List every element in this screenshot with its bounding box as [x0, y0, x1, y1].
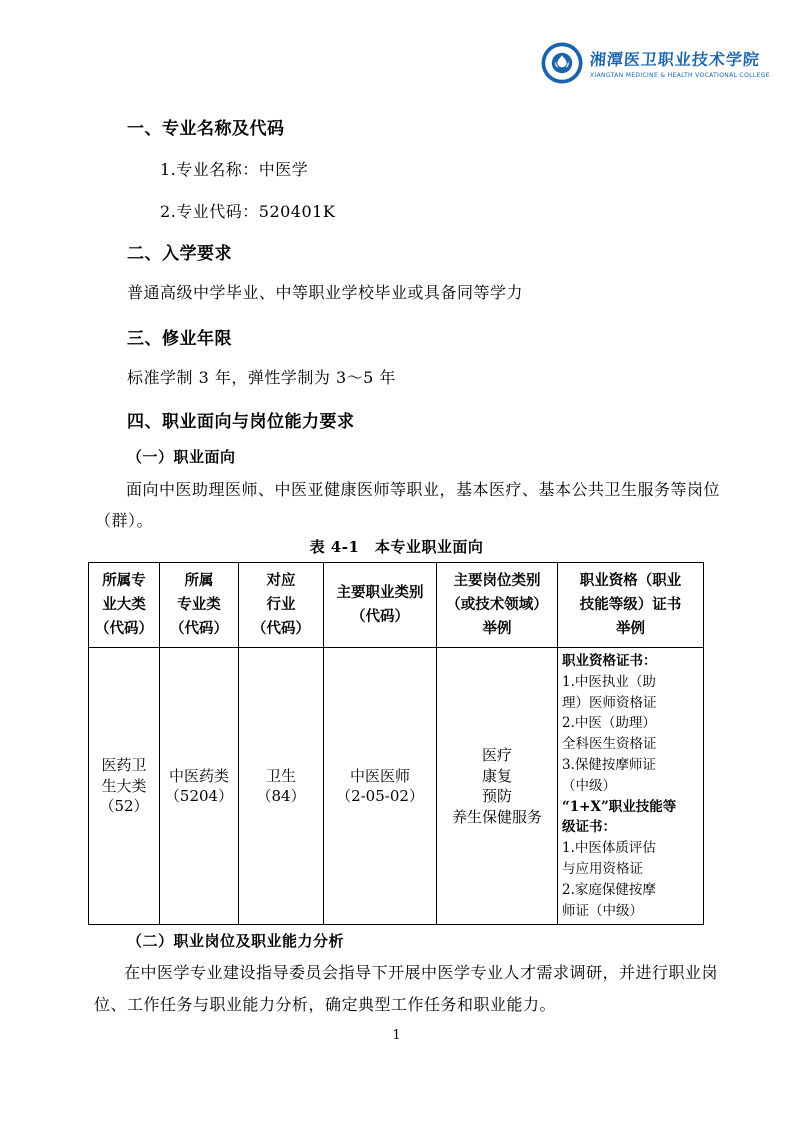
cell-line: 对应 — [266, 572, 296, 589]
section4-paragraph1-line1: 面向中医助理医师、中医亚健康医师等职业，基本医疗、基本公共卫生服务等岗位 — [126, 480, 721, 499]
cell-line: 行业 — [266, 596, 296, 613]
cell-line: 医疗 — [481, 746, 512, 764]
section4-paragraph2-line2: 位、工作任务与职业能力分析，确定典型工作任务和职业能力。 — [94, 995, 557, 1014]
section2-text: 普通高级中学毕业、中等职业学校毕业或具备同等学力 — [127, 283, 524, 302]
cell-line: （或技术领域） — [446, 596, 548, 613]
cell-major-class — [160, 648, 239, 925]
section3-text: 标准学制 3 年，弹性学制为 3～5 年 — [127, 368, 396, 387]
college-logo — [541, 42, 770, 84]
cell-line: （52） — [99, 797, 149, 816]
cell-line: 主要岗位类别 — [453, 572, 541, 589]
header-major-category — [89, 563, 160, 648]
header-certificates — [558, 563, 704, 648]
cell-major-category — [89, 648, 160, 925]
college-name-en: XIANGTAN MEDICINE & HEALTH VOCATIONAL COLLEGE — [590, 72, 770, 79]
cell-line: 中医药类 — [168, 766, 229, 785]
cell-line: 理）医师资格证 — [562, 694, 657, 711]
section4-paragraph2-line1: 在中医学专业建设指导委员会指导下开展中医学专业人才需求调研，并进行职业岗 — [124, 963, 719, 982]
cell-line: 专业类 — [177, 596, 221, 613]
cell-line: 1.中医执业（助 — [562, 673, 656, 690]
cell-line: “1+X”职业技能等 — [562, 798, 677, 815]
section1-item-major-name: 1.专业名称：中医学 — [160, 160, 309, 179]
cell-line: 医药卫 — [101, 756, 147, 775]
section1-item-major-code: 2.专业代码：520401K — [160, 202, 336, 221]
cell-line: 全科医生资格证 — [562, 736, 657, 753]
cell-line: （2-05-02） — [336, 787, 424, 805]
cell-line: 主要职业类别 — [336, 584, 424, 601]
section3-title: 三、修业年限 — [127, 329, 232, 349]
table-header-row — [89, 563, 704, 648]
cell-occupation — [324, 648, 437, 925]
cell-line: 康复 — [481, 766, 512, 785]
cell-line: 级证书： — [562, 819, 616, 836]
cell-line: 举例 — [616, 620, 645, 637]
cell-line: 业大类 — [102, 596, 146, 613]
table-data-row — [89, 648, 704, 925]
section4-paragraph1-line2: （群）。 — [95, 511, 154, 530]
cell-line: 所属专 — [102, 572, 146, 589]
cell-line: （代码） — [351, 608, 409, 625]
cell-line: 养生保健服务 — [451, 807, 542, 826]
cell-line: 师证（中级） — [562, 902, 643, 919]
cell-certificates — [558, 648, 704, 925]
cell-line: 1.中医体质评估 — [562, 840, 656, 857]
cell-line: 中医医师 — [349, 766, 410, 785]
cell-line: （代码） — [252, 620, 310, 637]
section2-title: 二、入学要求 — [127, 244, 232, 264]
cell-line: 生大类 — [101, 776, 147, 795]
cell-post-examples — [437, 648, 558, 925]
cell-line: 预防 — [481, 787, 512, 805]
section4-subtitle-2: （二）职业岗位及职业能力分析 — [127, 932, 345, 950]
header-post-examples — [437, 563, 558, 648]
cell-line: （5204） — [164, 787, 234, 805]
header-major-class — [160, 563, 239, 648]
cell-line: （代码） — [170, 620, 228, 637]
table-caption: 表 4-1 本专业职业面向 — [309, 538, 484, 556]
section4-title: 四、职业面向与岗位能力要求 — [127, 412, 355, 432]
college-name-cn: 湘潭医卫职业技术学院 — [589, 50, 761, 69]
cell-industry — [239, 648, 324, 925]
cell-line: 举例 — [482, 620, 512, 637]
cell-line: （代码） — [95, 620, 153, 637]
cell-line: 2.家庭保健按摩 — [562, 881, 656, 898]
occupation-orientation-table — [88, 562, 704, 925]
cell-line: （中级） — [562, 777, 616, 794]
cell-line: （84） — [256, 787, 306, 805]
section4-subtitle-1: （一）职业面向 — [127, 448, 236, 466]
cell-line: 与应用资格证 — [562, 860, 643, 877]
section1-title: 一、专业名称及代码 — [127, 119, 285, 139]
header-occupation-type — [324, 563, 437, 648]
cell-line: 卫生 — [265, 766, 296, 785]
header-industry — [239, 563, 324, 648]
cell-line: 2.中医（助理） — [562, 715, 656, 732]
cell-line: 所属 — [184, 572, 214, 589]
page-number: 1 — [392, 1028, 401, 1043]
cell-line: 3.保健按摩师证 — [562, 756, 656, 773]
cell-line: 职业资格证书： — [562, 653, 657, 669]
college-logo-icon — [541, 42, 583, 84]
cell-line: 技能等级）证书 — [579, 596, 682, 613]
cell-line: 职业资格（职业 — [579, 572, 682, 589]
